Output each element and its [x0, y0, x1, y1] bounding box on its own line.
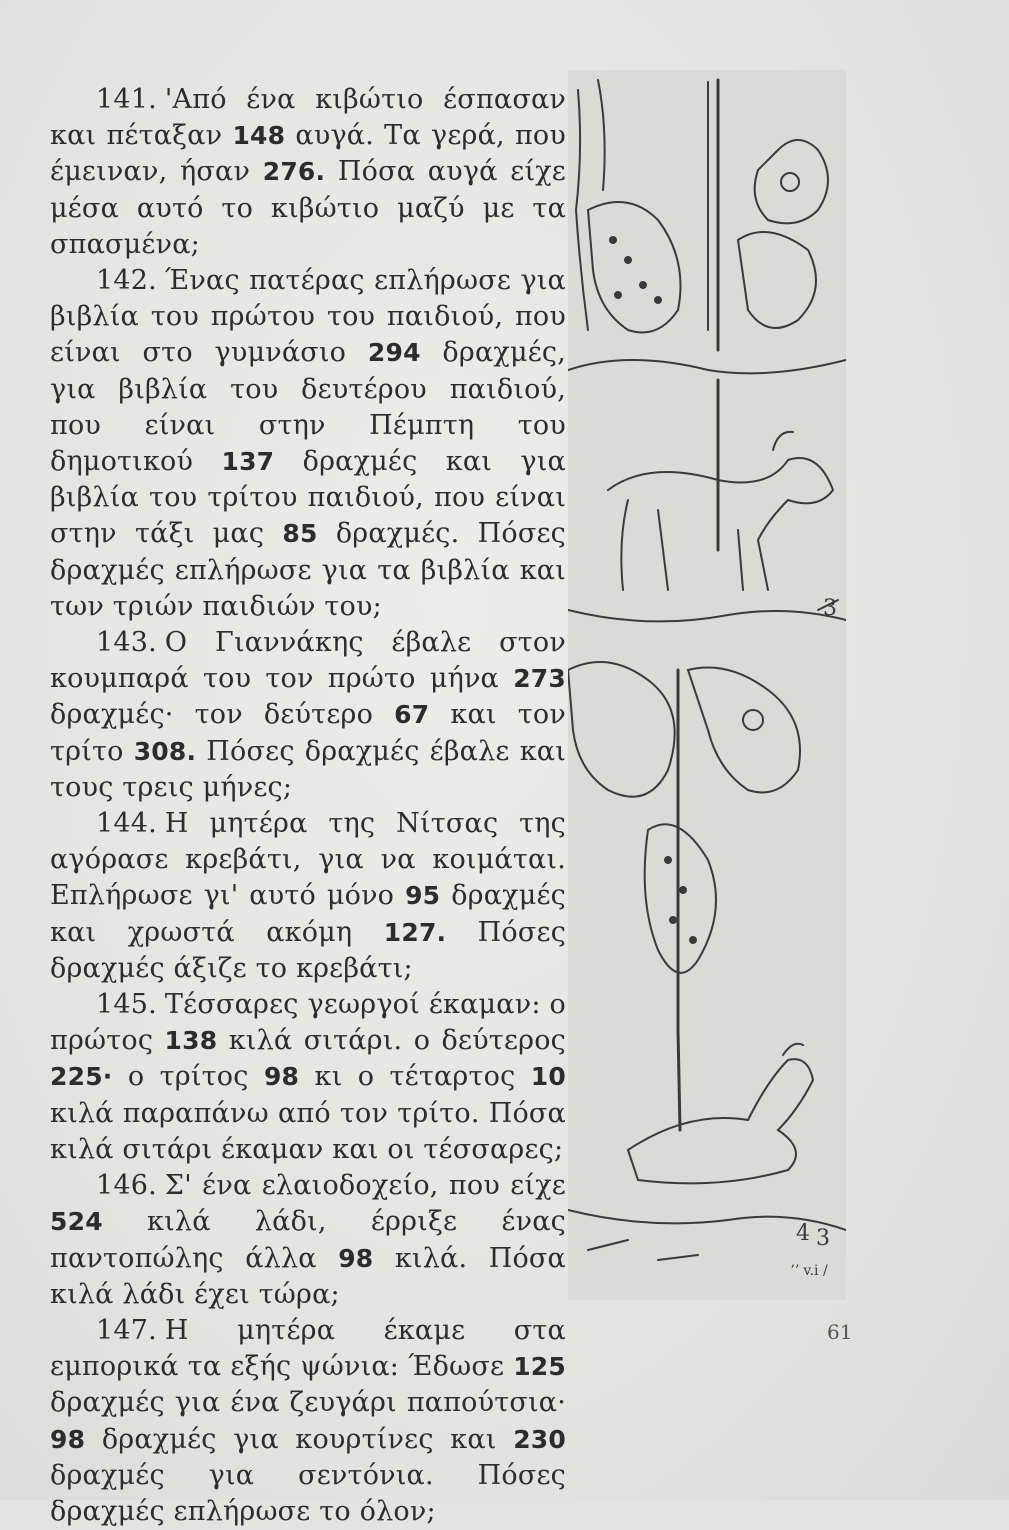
problem-number: 141.	[96, 84, 157, 115]
problem-text: ο τρίτος	[112, 1061, 264, 1093]
problem-number-value: 67	[394, 700, 430, 730]
problem-number-value: 230	[513, 1424, 566, 1454]
hunting-scene-illustration	[568, 70, 846, 1300]
problem-text: δραχμές, για βιβλία του δευτέρου παιδιού, που είναι στην Πέμπτη του δημοτικού	[50, 337, 566, 478]
problem-number-value: 276.	[262, 157, 326, 187]
problem-number-value: 273	[513, 664, 566, 694]
problem-number-value: 148	[232, 121, 286, 151]
problem-147	[50, 1313, 566, 1530]
problem-146	[50, 1168, 566, 1313]
problems-list	[50, 82, 566, 1530]
problem-number-value: 127.	[383, 917, 447, 947]
problem-text: δραχμές για σεντόνια. Πόσες δραχμές επλήρωσε το όλον;	[50, 1459, 566, 1527]
problem-text: Ο Γιαννάκης έβαλε στον κουμπαρά του τον πρώτο μήνα	[50, 627, 566, 695]
problem-text: κιλά λάδι, έρριξε ένας παντοπώλης άλλα	[50, 1206, 566, 1274]
problem-number-value: 294	[367, 338, 421, 368]
illustration-strip	[568, 70, 846, 1300]
problem-text: δραχμές για ένα ζευγάρι παπούτσια·	[50, 1387, 566, 1419]
problem-text: Πόσα αυγά είχε μέσα αυτό το κιβώτιο μαζύ με τα σπασμένα;	[50, 156, 566, 260]
panel-3-leopard-leap-scene	[568, 662, 800, 1030]
problem-text: Η μητέρα της Νίτσας της αγόρασε κρεβάτι, για να κοιμάται. Επλήρωσε γι' αυτό μόνο	[50, 808, 566, 912]
problem-text: δραχμές. Πόσες δραχμές επλήρωσε για τα βιβλία και των τριών παιδιών του;	[50, 518, 566, 622]
problem-number-value: 137	[221, 447, 275, 477]
problem-number: 142.	[96, 265, 157, 297]
problem-number-value: 10	[530, 1062, 566, 1092]
problem-text: 'Από ένα κιβώτιο έσπασαν και πέταξαν	[50, 84, 566, 152]
problem-text: κιλά. Πόσα κιλά λάδι έχει τώρα;	[50, 1242, 566, 1310]
problem-number: 145.	[96, 989, 157, 1021]
problem-text: δραχμές και για βιβλία του τρίτου παιδιού, που είναι στην τάξι μας	[50, 446, 566, 550]
problem-text: δραχμές για κουρτίνες και	[85, 1423, 514, 1455]
problem-number-value: 98	[338, 1243, 374, 1273]
problem-number-value: 225·	[50, 1062, 113, 1092]
problem-text: και τον τρίτο	[50, 699, 566, 767]
problem-number-value: 308.	[133, 736, 197, 766]
problem-number-value: 98	[263, 1062, 300, 1092]
panel-number-3: 3	[816, 1226, 830, 1251]
problem-143	[50, 625, 566, 806]
problem-number-value: 95	[405, 881, 441, 911]
page-number: 61	[827, 1320, 853, 1344]
problem-number-value: 524	[50, 1207, 103, 1237]
problem-141	[50, 82, 566, 263]
problem-number-value: 125	[513, 1352, 566, 1382]
panel-2-goat-scene	[568, 380, 846, 621]
problem-text: Τέσσαρες γεωργοί έκαμαν: ο πρώτος	[50, 989, 566, 1057]
artist-signature: ʼʼ v.i /	[790, 1263, 828, 1279]
problem-text: αυγά. Τα γερά, που έμειναν, ήσαν	[50, 120, 566, 188]
panel-number-1: 3	[823, 596, 837, 621]
problem-text: κιλά σιτάρι. ο δεύτερος	[217, 1025, 566, 1057]
problem-text: κι ο τέταρτος	[299, 1061, 531, 1093]
problem-text: κιλά παραπάνω από τον τρίτο. Πόσα κιλά σιτάρι έκαμαν και οι τέσσαρες;	[50, 1097, 566, 1165]
problem-number: 147.	[96, 1314, 157, 1346]
problem-number-value: 98	[50, 1424, 86, 1454]
problem-142	[50, 263, 566, 625]
problem-145	[50, 987, 566, 1168]
problem-text: Ένας πατέρας επλήρωσε για βιβλία του πρώτου του παιδιού, που είναι στο γυμνάσιο	[50, 265, 566, 369]
problem-number-value: 85	[282, 519, 318, 549]
problem-text: Πόσες δραχμές άξιζε το κρεβάτι;	[50, 916, 567, 984]
problem-144	[50, 806, 566, 987]
problem-text: Πόσες δραχμές έβαλε και τους τρεις μήνες;	[50, 735, 566, 803]
problem-text: Σ' ένα ελαιοδοχείο, που είχε	[164, 1170, 566, 1202]
problem-text: Η μητέρα έκαμε στα εμπορικά τα εξής ψώνια: Έδωσε	[50, 1314, 566, 1383]
problems-column	[50, 82, 566, 1530]
problem-text: δραχμές και χρωστά ακόμη	[50, 880, 567, 948]
problem-number: 146.	[96, 1170, 157, 1202]
problem-number-value: 138	[164, 1026, 218, 1056]
panel-number-2: 4	[796, 1221, 810, 1246]
problem-number: 144.	[96, 808, 157, 840]
problem-number: 143.	[96, 627, 157, 659]
problem-text: δραχμές· τον δεύτερο	[50, 699, 395, 731]
panel-1-leopard-scene	[568, 80, 846, 373]
